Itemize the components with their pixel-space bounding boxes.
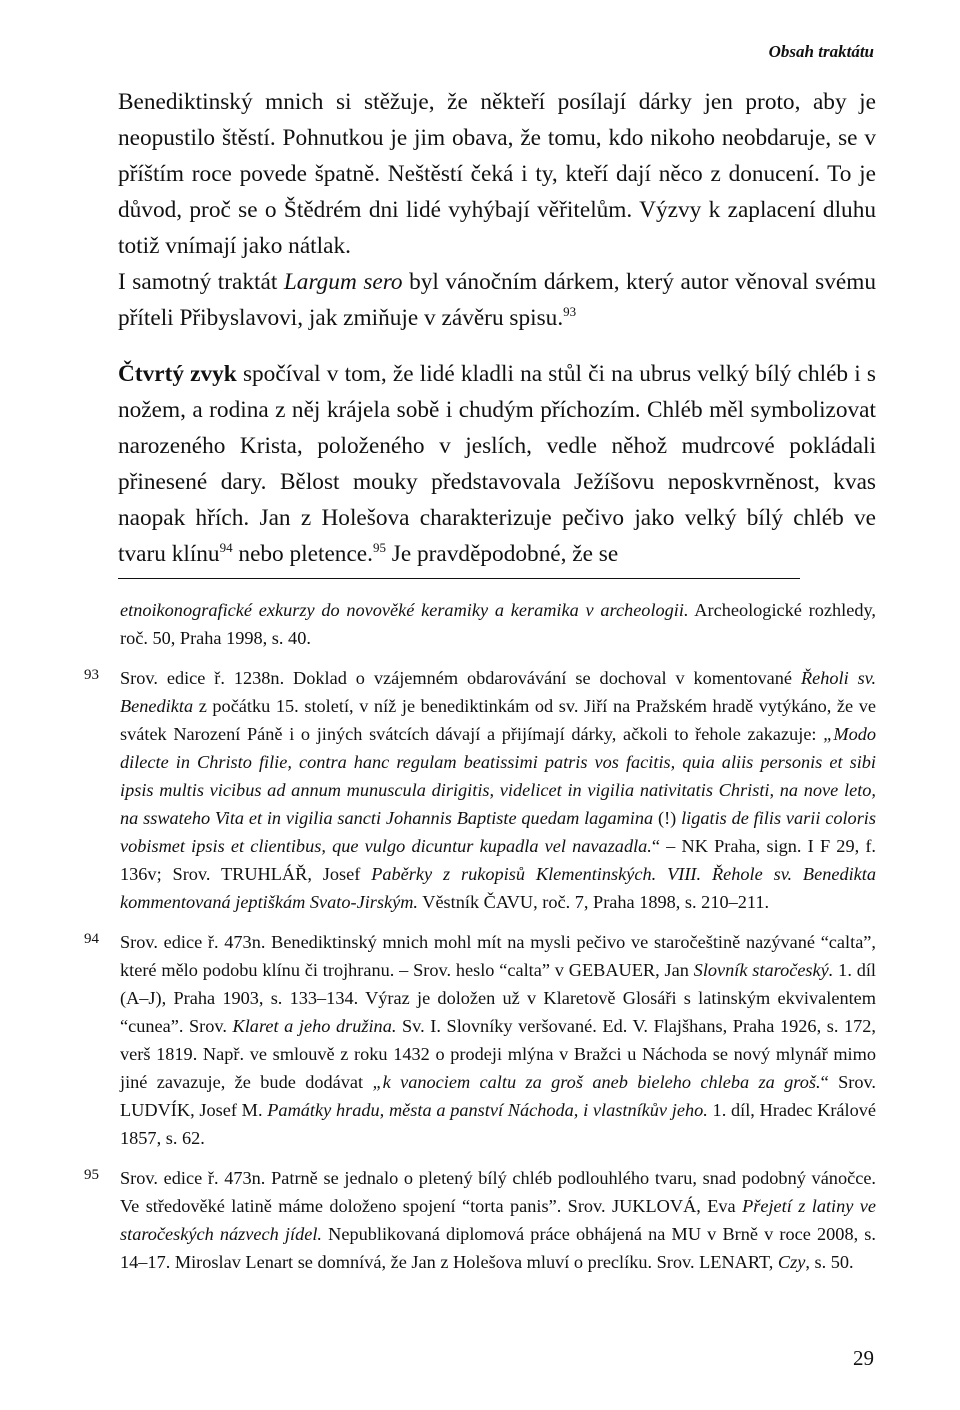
- fn95-i2: Czy: [777, 1252, 806, 1272]
- fn94-i1: Slovník staročeský.: [693, 960, 834, 980]
- paragraph-2-text-a: I samotný traktát: [118, 269, 284, 295]
- fn95-t2: Nepublikovaná diplomová práce obhájená na MU v Brně v roce 2008, s. 14–17. Miroslav Lenart se domnívá, že Jan z Holešova mluví o preclíku. Srov. LENART,: [120, 1224, 876, 1272]
- paragraph-3: [118, 356, 876, 572]
- fn94-t5: 1. díl, Hradec Králové 1857, s. 62.: [120, 1100, 877, 1148]
- footnote-94: [84, 928, 876, 1152]
- fn94-t3: Sv. I. Slovníky veršované. Ed. V. Flajšhans, Praha 1926, s. 172, verš 1819. Např. ve smlouvě z roku 1432 o prodeji mlýna v Bražci u Náchoda se nový mlynář mimo jiné zavazuje, že bude dodávat: [120, 1016, 876, 1092]
- paragraph-3-lead: Čtvrtý zvyk: [118, 361, 237, 387]
- fn93-t3: (!): [653, 808, 682, 828]
- footnote-continuation-italic: etnoikonografické exkurzy do novověké keramiky a keramika v archeologii.: [120, 600, 689, 620]
- paragraph-3-text-c: Je pravděpodobné, že se: [385, 541, 619, 567]
- fn94-i4: Památky hradu, města a panství Náchoda, i vlastníkův jeho.: [267, 1100, 708, 1120]
- paragraph-3-text-b: nebo pletence.: [232, 541, 373, 567]
- footnote-ref-94[interactable]: 94: [219, 540, 233, 555]
- footnote-93-number: 93: [84, 667, 99, 683]
- fn93-i1: Řeholi sv. Benedikta: [120, 668, 877, 716]
- footnote-94-number: 94: [84, 931, 99, 947]
- footnote-ref-95[interactable]: 95: [372, 540, 386, 555]
- page-number: 29: [853, 1346, 874, 1370]
- footnotes: [84, 596, 876, 1288]
- footnote-separator: [118, 578, 800, 579]
- footnote-95-number: 95: [84, 1167, 99, 1183]
- fn95-t3: , s. 50.: [805, 1252, 854, 1272]
- paragraph-3-text-a: spočíval v tom, že lidé kladli na stůl či na ubrus velký bílý chléb i s nožem, a rodina z něj krájela sobě i chudým příchozím. Chléb měl symbolizovat narozeného Krista, položeného v jeslích, vedle něhož mudrcové pokládali přinesené dary. Bělost mouky představovala Ježíšovu neposkvrněnost, kvas naopak hřích. Jan z Holešova charakterizuje pečivo jako velký bílý chléb ve tvaru klínu: [118, 361, 876, 567]
- fn94-i3: „k vanociem caltu za groš aneb bieleho chleba za groš.: [372, 1072, 821, 1092]
- footnote-continuation: [84, 596, 876, 652]
- main-text: [118, 84, 876, 572]
- fn93-i2: „Modo dilecte in Christo filie, contra hanc regulam beatissimi patris vos facitis, quia aliis personis et sibi ipsis multis vicibus ad annum munuscula dirigitis, videlicet in vigilia nativitatis Christi, na nove leto, na sswateho Vita et in vigilia sancti Johannis Baptiste quedam lagamina: [120, 724, 876, 828]
- paragraph-1-text: Benediktinský mnich si stěžuje, že někteří posílají dárky jen proto, aby je neopustilo štěstí. Pohnutkou je jim obava, že tomu, kdo nikoho neobdaruje, se v příštím roce povede špatně. Neštěstí čeká i ty, kteří dají něco z donucení. To je důvod, proč se o Štědrém dni lidé vyhýbají věřitelům. Výzvy k zaplacení dluhu totiž vnímají jako nátlak.: [118, 89, 876, 259]
- paragraph-2: [118, 264, 876, 336]
- fn93-i3: ligatis de filis varii coloris vobismet ipsis et clientibus, que vulgo dicuntur kupadla vel navazadla.: [120, 808, 877, 856]
- fn93-t2: z počátku 15. století, v níž je benediktinkám od sv. Jiří na Pražském hradě vytýkáno, že ve svátek Narození Páně i o jiných svátcích dávají a přijímají dárky, ačkoli to řehole zakazuje:: [120, 696, 876, 744]
- footnote-continuation-text: Archeologické rozhledy, roč. 50, Praha 1998, s. 40.: [120, 600, 876, 648]
- footnote-95: [84, 1164, 876, 1276]
- fn95-i1: Přejetí z latiny ve staročeských názvech jídel.: [120, 1196, 877, 1244]
- fn94-t4: “ Srov. LUDVÍK, Josef M.: [120, 1072, 876, 1120]
- paragraph-2-text-b: byl vánočním dárkem, který autor věnoval svému příteli Přibyslavovi, jak zmiňuje v závěru spisu.: [118, 269, 876, 331]
- paragraph-1: [118, 84, 876, 264]
- fn95-t1: Srov. edice ř. 473n. Patrně se jednalo o pletený bílý chléb podlouhlého tvaru, snad podobný vánočce. Ve středověké latině máme doloženo spojení “torta panis”. Srov. JUKLOVÁ, Eva: [120, 1168, 876, 1216]
- fn93-t5: Věstník ČAVU, roč. 7, Praha 1898, s. 210–211.: [418, 892, 770, 912]
- fn94-i2: Klaret a jeho družina.: [232, 1016, 397, 1036]
- footnote-ref-93[interactable]: 93: [563, 304, 577, 319]
- fn93-i4: Paběrky z rukopisů Klementinských. VIII. Řehole sv. Benedikta kommentovaná jeptiškám Svato-Jirským.: [120, 864, 877, 912]
- running-head: Obsah traktátu: [768, 42, 874, 61]
- fn93-t4: “ – NK Praha, sign. I F 29, f. 136v; Srov. TRUHLÁŘ, Josef: [120, 836, 876, 884]
- paragraph-2-title: Largum sero: [283, 269, 403, 295]
- fn94-t2: 1. díl (A–J), Praha 1903, s. 133–134. Výraz je doložen už v Klaretově Glosáři s latinským ekvivalentem “cunea”. Srov.: [120, 960, 876, 1036]
- footnote-93: [84, 664, 876, 916]
- fn93-t1: Srov. edice ř. 1238n. Doklad o vzájemném obdarovávání se dochoval v komentované: [120, 668, 801, 688]
- fn94-t1: Srov. edice ř. 473n. Benediktinský mnich mohl mít na mysli pečivo ve staročeštině nazývané “calta”, které mělo podobu klínu či trojhranu. – Srov. heslo “calta” v GEBAUER, Jan: [120, 932, 876, 980]
